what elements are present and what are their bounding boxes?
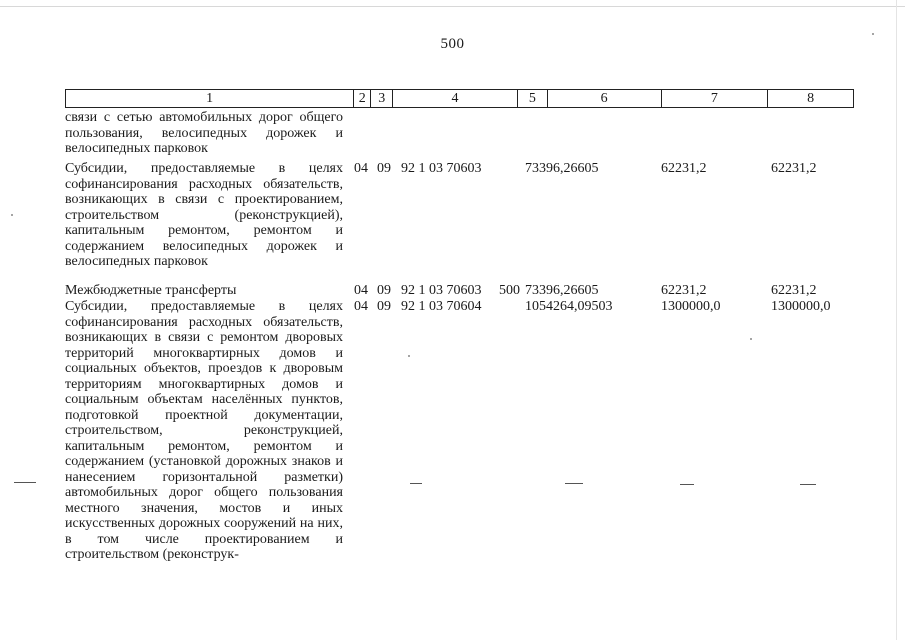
row-target-article: 92 1 03 70603: [401, 161, 482, 176]
row-description: Межбюджетные трансферты: [65, 283, 237, 298]
scan-artifact: [565, 483, 583, 484]
scan-artifact: [410, 483, 422, 484]
row-amount-3: 1300000,0: [771, 299, 831, 314]
header-col-4: 4: [393, 90, 518, 107]
scan-edge-right: [896, 0, 897, 640]
row-description: Субсидии, предоставляемые в целях софинансирования расходных обязательств, возникающих в связи с проектированием, строительством (реконструкцией), капитальным ремонтом, ремонтом и содержанием велосипедных дорожек и велосипедных парковок: [65, 161, 343, 269]
row-section-code: 04: [354, 283, 368, 298]
row-target-article: 92 1 03 70604: [401, 299, 482, 314]
header-col-1: 1: [66, 90, 354, 107]
row-subsection-code: 09: [377, 283, 391, 298]
table-header: [65, 89, 854, 108]
row-amount-2: 62231,2: [661, 161, 707, 176]
scan-artifact: [872, 33, 874, 35]
scan-edge-top: [0, 6, 905, 7]
header-col-3: 3: [371, 90, 393, 107]
row-amount-1: 73396,26605: [525, 283, 599, 298]
header-col-2: 2: [354, 90, 371, 107]
row-description: связи с сетью автомобильных дорог общего пользования, велосипедных дорожек и велосипедных парковок: [65, 110, 343, 156]
header-col-8: 8: [807, 91, 815, 106]
scan-artifact: [408, 355, 410, 357]
page-number: 500: [440, 36, 465, 52]
row-amount-2: 1300000,0: [661, 299, 721, 314]
row-description: Субсидии, предоставляемые в целях софинансирования расходных обязательств, возникающих в связи с ремонтом дворовых территорий многоквартирных домов и социальных объектов, проездов к дворовым территориям многоквартирных домов и социальным объектам населённых пунктов, подготовкой проектной документации, строительством, реконструкцией, капитальным ремонтом, ремонтом и содержанием (установкой дорожных знаков и нанесением горизонтальной разметки) автомобильных дорог общего пользования местного значения, мостов и иных искусственных дорожных сооружений на них, в том числе проектированием и строительством (реконструк-: [65, 299, 343, 562]
row-section-code: 04: [354, 161, 368, 176]
scan-artifact: [800, 484, 816, 485]
row-subsection-code: 09: [377, 299, 391, 314]
row-amount-1: 73396,26605: [525, 161, 599, 176]
scan-artifact: [11, 214, 13, 216]
header-col-6: 6: [548, 90, 662, 107]
scan-artifact: [680, 484, 694, 485]
row-target-article: 92 1 03 70603: [401, 283, 482, 298]
scan-artifact: [750, 338, 752, 340]
scan-artifact: [14, 482, 36, 483]
header-col-5: 5: [518, 90, 548, 107]
row-amount-1: 1054264,09503: [525, 299, 613, 314]
row-expense-type: 500: [499, 283, 520, 298]
row-amount-3: 62231,2: [771, 161, 817, 176]
row-subsection-code: 09: [377, 161, 391, 176]
row-amount-2: 62231,2: [661, 283, 707, 298]
row-section-code: 04: [354, 299, 368, 314]
row-amount-3: 62231,2: [771, 283, 817, 298]
header-col-7: 7: [662, 90, 769, 107]
